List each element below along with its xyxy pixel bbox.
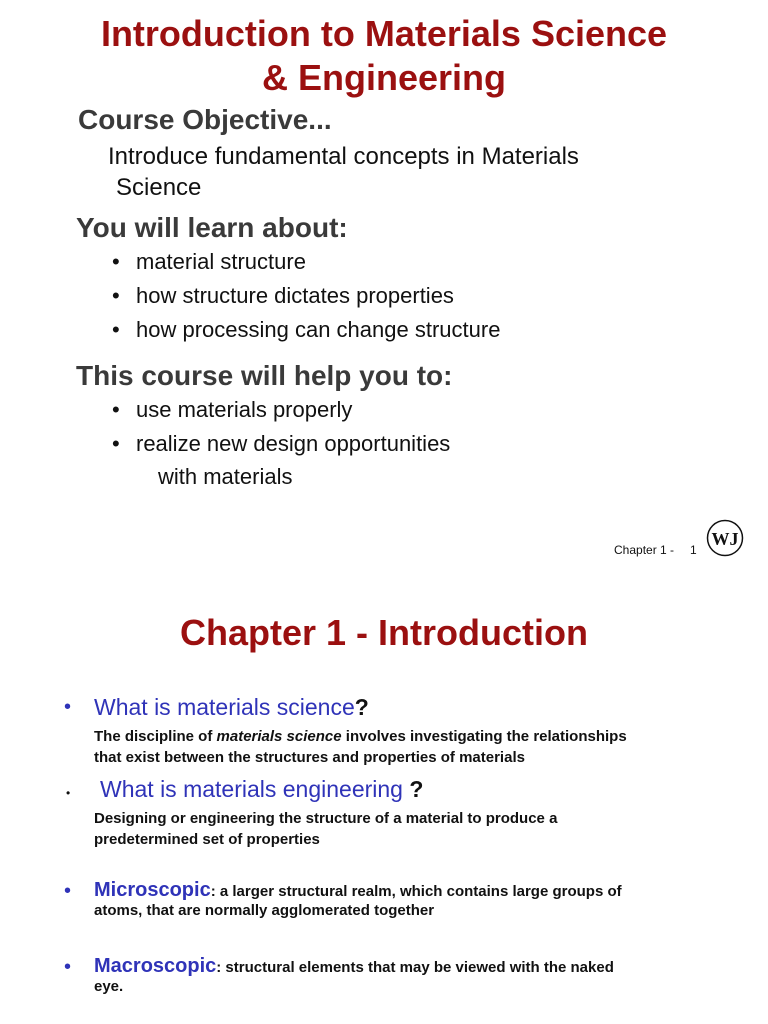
macroscopic-line-1 (94, 955, 614, 978)
definition-line-2: that exist between the structures and properties of materials (94, 749, 525, 766)
logo-text: WJ (711, 529, 739, 549)
bullet-dot: • (64, 956, 72, 978)
question-mark: ? (402, 776, 424, 802)
learn-item (112, 317, 500, 343)
macroscopic-term: Macroscopic (94, 955, 217, 977)
slide2-title: Chapter 1 - Introduction (180, 612, 588, 653)
bullet-dot: • (112, 249, 120, 274)
macroscopic-definition (94, 955, 614, 995)
help-item (112, 431, 450, 457)
bullet-dot: • (112, 317, 120, 342)
materials-science-definition (94, 726, 627, 768)
definition-post: involves investigating the relationships (341, 728, 627, 745)
microscopic-line-2: atoms, that are normally agglomerated together (94, 902, 435, 919)
bullet-dot: • (64, 696, 72, 718)
learn-item (112, 249, 306, 275)
learn-heading: You will learn about: (76, 212, 348, 243)
learn-item (112, 283, 454, 309)
question-mark: ? (354, 694, 369, 720)
help-item-text: realize new design opportunities (136, 431, 451, 456)
help-item-text: use materials properly (136, 397, 353, 422)
question-materials-science (94, 694, 369, 721)
definition-line-1 (94, 726, 627, 747)
bullet-dot: • (112, 397, 120, 422)
objective-line-2: Science (116, 174, 202, 201)
slide1-title-line2: & Engineering (261, 57, 507, 98)
question-text: What is materials science (94, 694, 355, 720)
bullet-dot: • (112, 431, 120, 456)
definition-line-1: Designing or engineering the structure of a material to produce a (94, 810, 558, 827)
microscopic-line-1 (94, 879, 622, 902)
learn-item-text: material structure (136, 249, 306, 274)
materials-engineering-definition (94, 808, 557, 850)
macroscopic-desc: : structural elements that may be viewed with the naked (216, 959, 614, 976)
help-item-continuation: with materials (158, 464, 293, 489)
question-text: What is materials engineering (100, 776, 403, 802)
definition-emphasis: materials science (216, 728, 342, 745)
help-item (112, 397, 352, 423)
help-heading: This course will help you to: (76, 360, 453, 391)
objective-heading: Course Objective... (78, 104, 332, 135)
slide-2 (0, 578, 768, 1024)
macroscopic-line-2: eye. (94, 978, 124, 995)
definition-pre: The discipline of (94, 728, 217, 745)
bullet-dot: • (66, 786, 71, 800)
footer-page-number: 1 (690, 543, 697, 557)
publisher-logo-icon (706, 519, 744, 557)
microscopic-term: Microscopic (94, 879, 211, 901)
bullet-dot: • (112, 283, 120, 308)
slide1-title (0, 12, 768, 100)
definition-line-2: predetermined set of properties (94, 831, 320, 848)
microscopic-desc: : a larger structural realm, which contains large groups of (210, 883, 622, 900)
bullet-dot: • (64, 880, 72, 902)
question-materials-engineering (100, 776, 423, 803)
learn-item-text: how structure dictates properties (136, 283, 454, 308)
slide1-title-line1: Introduction to Materials Science (100, 13, 668, 54)
footer-chapter: Chapter 1 - (614, 543, 675, 557)
learn-item-text: how processing can change structure (136, 317, 501, 342)
objective-line-1: Introduce fundamental concepts in Materials (108, 143, 579, 170)
microscopic-definition (94, 879, 622, 919)
